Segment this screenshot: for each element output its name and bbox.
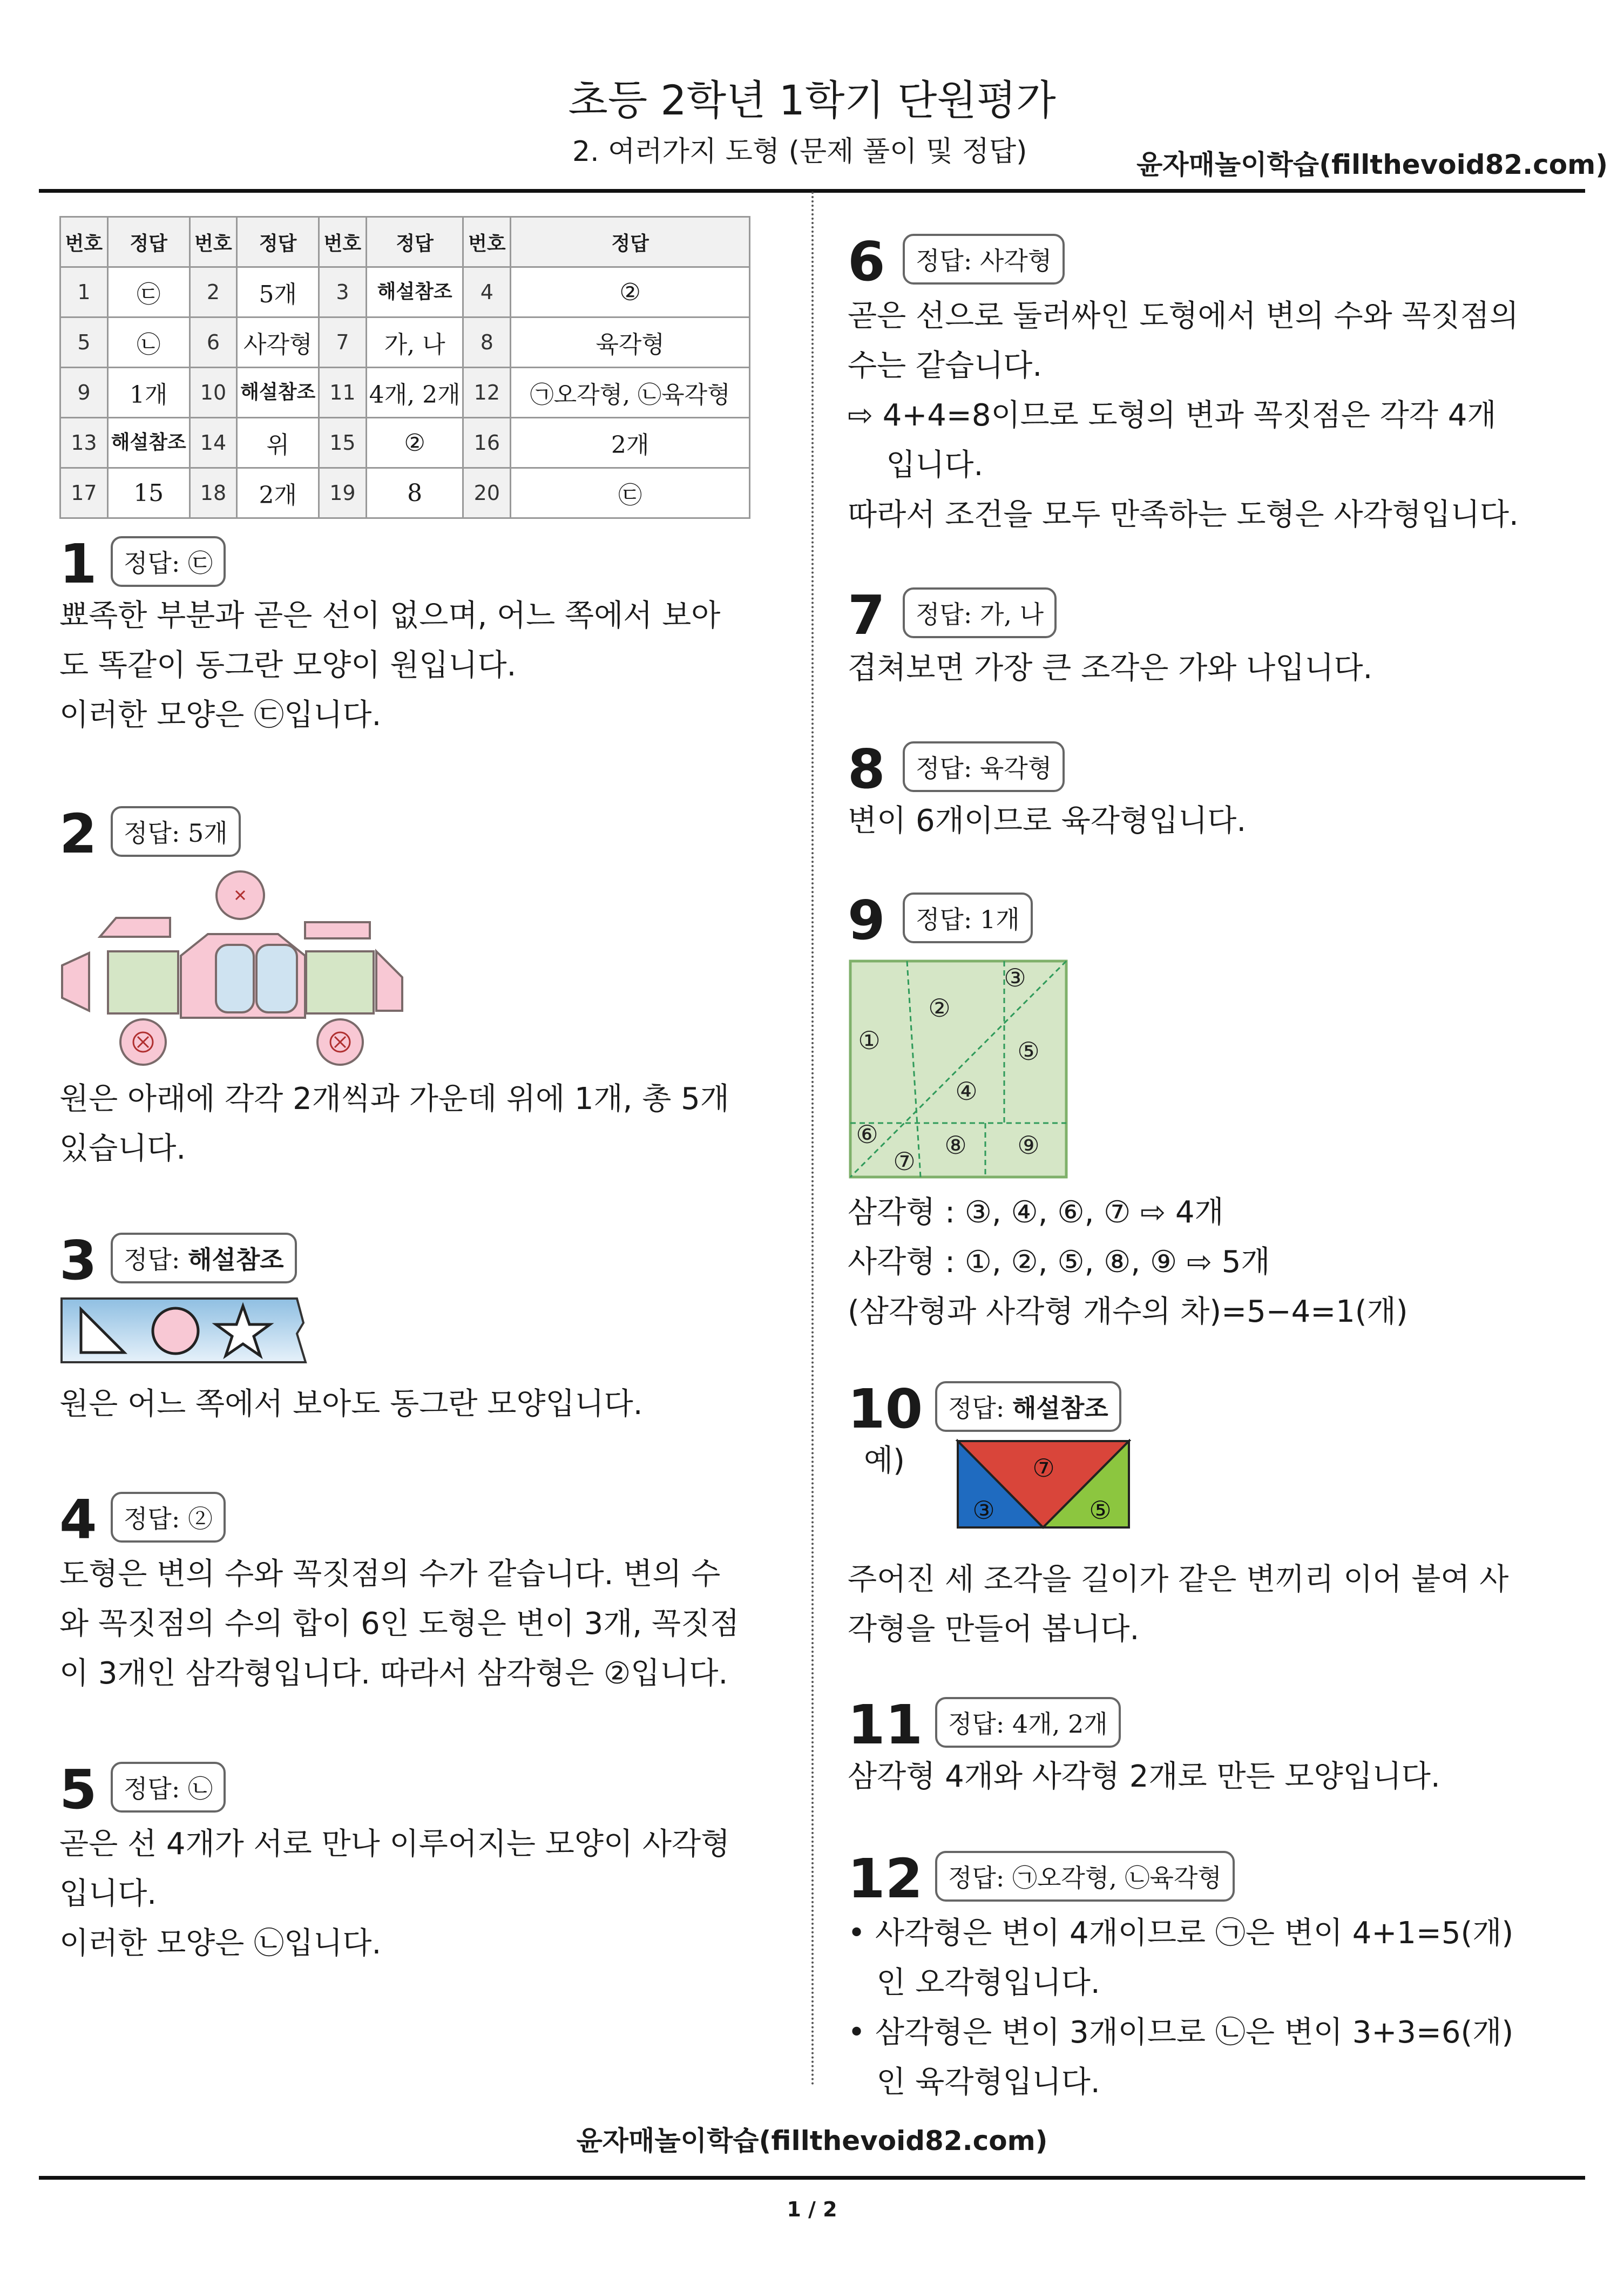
- answer-cell: ㉢: [107, 267, 190, 317]
- tangram-rectangle-figure: [956, 1439, 1131, 1530]
- answer-cell: ㉡: [107, 317, 190, 368]
- answer-badge: 정답: 5개: [111, 806, 241, 857]
- answer-badge: [111, 1233, 297, 1283]
- region-label: ⑨: [1017, 1131, 1040, 1160]
- question-number-cell: 13: [60, 418, 108, 468]
- answer-cell: 2개: [237, 468, 319, 518]
- question-number-cell: 19: [319, 468, 367, 518]
- region-label: ⑦: [893, 1147, 916, 1176]
- answer-cell: 사각형: [237, 317, 319, 368]
- region-label: ⑧: [944, 1131, 967, 1160]
- table-row: [60, 317, 750, 368]
- explanation-line: ⇨ 4+4=8이므로 도형의 변과 꼭짓점은 각각 4개: [848, 398, 1497, 433]
- explanation-line: 따라서 조건을 모두 만족하는 도형은 사각형입니다.: [848, 497, 1519, 532]
- explanation-line: • 삼각형은 변이 3개이므로 ㉡은 변이 3+3=6(개): [848, 2015, 1514, 2050]
- answer-cell: ㉢: [511, 468, 750, 518]
- divided-square-figure: [848, 958, 1069, 1180]
- answer-badge: 정답: 1개: [903, 893, 1033, 943]
- question-number-cell: 15: [319, 418, 367, 468]
- explanation-line: 변이 6개이므로 육각형입니다.: [848, 803, 1247, 839]
- question-number: 10: [848, 1377, 923, 1441]
- question-number: 9: [848, 889, 885, 952]
- question-number-cell: 20: [463, 468, 511, 518]
- answer-cell: 2개: [511, 418, 750, 468]
- answer-cell: 해설참조: [107, 418, 190, 468]
- explanation-line: 각형을 만들어 봅니다.: [848, 1612, 1140, 1647]
- answer-cell: 1개: [107, 368, 190, 418]
- answer-badge: 정답: 육각형: [903, 741, 1065, 792]
- explanation-line: 삼각형 : ③, ④, ⑥, ⑦ ⇨ 4개: [848, 1195, 1224, 1230]
- header-cell: 번호: [319, 217, 367, 267]
- piece-label: ③: [972, 1496, 995, 1525]
- question-number-cell: 6: [190, 317, 237, 368]
- answer-cell: ②: [366, 418, 463, 468]
- question-number: 2: [59, 802, 97, 866]
- explanation-line: 뾰족한 부분과 곧은 선이 없으며, 어느 쪽에서 보아: [59, 598, 721, 633]
- question-number-cell: 2: [190, 267, 237, 317]
- car-shape-figure: [57, 869, 413, 1069]
- question-number: 3: [59, 1229, 97, 1292]
- region-label: ⑥: [856, 1120, 878, 1149]
- region-label: ②: [928, 993, 951, 1023]
- page-title: 초등 2학년 1학기 단원평가: [568, 76, 1056, 124]
- question-number-cell: 16: [463, 418, 511, 468]
- explanation-line: 이 3개인 삼각형입니다. 따라서 삼각형은 ②입니다.: [59, 1656, 728, 1691]
- header-cell: 번호: [60, 217, 108, 267]
- answer-cell: ②: [511, 267, 750, 317]
- badge-prefix: 정답:: [948, 1394, 1012, 1423]
- explanation-line: 인 육각형입니다.: [848, 2065, 1100, 2100]
- answer-badge: [935, 1381, 1121, 1432]
- explanation-line: 도형은 변의 수와 꼭짓점의 수가 같습니다. 변의 수: [59, 1557, 721, 1592]
- badge-answer: 해설참조: [1012, 1394, 1108, 1423]
- question-number-cell: 12: [463, 368, 511, 418]
- region-label: ③: [1004, 963, 1026, 992]
- badge-answer: 해설참조: [188, 1245, 284, 1274]
- answer-cell: 8: [366, 468, 463, 518]
- explanation-line: 이러한 모양은 ㉡입니다.: [59, 1926, 382, 1961]
- question-number: 11: [848, 1693, 923, 1756]
- question-number: 7: [848, 584, 885, 647]
- answer-cell: 5개: [237, 267, 319, 317]
- answer-badge: 정답: 사각형: [903, 234, 1065, 285]
- explanation-line: 겹쳐보면 가장 큰 조각은 가와 나입니다.: [848, 651, 1373, 686]
- explanation-line: 있습니다.: [59, 1131, 186, 1166]
- question-number-cell: 5: [60, 317, 108, 368]
- region-label: ④: [955, 1077, 978, 1106]
- header-cell: 정답: [107, 217, 190, 267]
- table-row: [60, 267, 750, 317]
- header-cell: 정답: [366, 217, 463, 267]
- column-divider: [811, 192, 814, 2087]
- question-number-cell: 3: [319, 267, 367, 317]
- example-label: 예): [864, 1443, 905, 1478]
- explanation-line: 입니다.: [848, 448, 984, 483]
- shape-strip-figure: [59, 1293, 308, 1369]
- bottom-rule: [39, 2176, 1585, 2180]
- answer-badge: 정답: 가, 나: [903, 587, 1057, 638]
- piece-label: ⑤: [1089, 1496, 1112, 1525]
- question-number-cell: 14: [190, 418, 237, 468]
- question-number: 12: [848, 1847, 923, 1910]
- question-number: 8: [848, 738, 885, 801]
- explanation-line: • 사각형은 변이 4개이므로 ㉠은 변이 4+1=5(개): [848, 1916, 1514, 1951]
- header-cell: 정답: [511, 217, 750, 267]
- header-cell: 정답: [237, 217, 319, 267]
- explanation-line: 수는 같습니다.: [848, 348, 1043, 383]
- question-number-cell: 4: [463, 267, 511, 317]
- explanation-line: 인 오각형입니다.: [848, 1965, 1100, 2000]
- answer-cell: ㉠오각형, ㉡육각형: [511, 368, 750, 418]
- header-cell: 번호: [463, 217, 511, 267]
- explanation-line: 도 똑같이 동그란 모양이 원입니다.: [59, 648, 517, 683]
- answer-badge: 정답: 4개, 2개: [935, 1697, 1121, 1748]
- answer-table: [59, 216, 750, 519]
- answer-cell: 15: [107, 468, 190, 518]
- explanation-line: 원은 아래에 각각 2개씩과 가운데 위에 1개, 총 5개: [59, 1081, 729, 1117]
- answer-badge: 정답: ㉡: [111, 1762, 226, 1813]
- answer-cell: 4개, 2개: [366, 368, 463, 418]
- question-number: 6: [848, 230, 885, 293]
- question-number-cell: 10: [190, 368, 237, 418]
- table-row: [60, 418, 750, 468]
- explanation-line: 주어진 세 조각을 길이가 같은 변끼리 이어 붙여 사: [848, 1562, 1509, 1597]
- header-cell: 번호: [190, 217, 237, 267]
- region-label: ①: [858, 1026, 881, 1055]
- answer-cell: 육각형: [511, 317, 750, 368]
- question-number-cell: 8: [463, 317, 511, 368]
- answer-cell: 가, 나: [366, 317, 463, 368]
- explanation-line: 삼각형 4개와 사각형 2개로 만든 모양입니다.: [848, 1759, 1440, 1794]
- answer-badge: 정답: ㉠오각형, ㉡육각형: [935, 1851, 1235, 1902]
- question-number: 4: [59, 1488, 97, 1551]
- brand-footer: 윤자매놀이학습(fillthevoid82.com): [576, 2125, 1048, 2156]
- region-label: ⑤: [1017, 1037, 1040, 1066]
- page-subtitle: 2. 여러가지 도형 (문제 풀이 및 정답): [572, 136, 1027, 168]
- explanation-line: 곧은 선 4개가 서로 만나 이루어지는 모양이 사각형: [59, 1827, 730, 1862]
- table-row: [60, 368, 750, 418]
- answer-badge: 정답: ②: [111, 1492, 226, 1543]
- question-number: 1: [59, 532, 97, 596]
- piece-label: ⑦: [1032, 1453, 1055, 1483]
- badge-prefix: 정답:: [124, 1245, 188, 1274]
- answer-badge: 정답: ㉢: [111, 536, 226, 587]
- explanation-line: 원은 어느 쪽에서 보아도 동그란 모양입니다.: [59, 1387, 643, 1422]
- explanation-line: 사각형 : ①, ②, ⑤, ⑧, ⑨ ⇨ 5개: [848, 1245, 1270, 1280]
- question-number-cell: 17: [60, 468, 108, 518]
- question-number-cell: 1: [60, 267, 108, 317]
- question-number-cell: 9: [60, 368, 108, 418]
- answer-cell: 해설참조: [237, 368, 319, 418]
- explanation-line: 와 꼭짓점의 수의 합이 6인 도형은 변이 3개, 꼭짓점: [59, 1606, 740, 1641]
- page-number: 1 / 2: [787, 2198, 837, 2221]
- table-row: [60, 468, 750, 518]
- explanation-line: 곧은 선으로 둘러싸인 도형에서 변의 수와 꼭짓점의: [848, 299, 1519, 334]
- brand-header: 윤자매놀이학습(fillthevoid82.com): [1136, 149, 1608, 180]
- question-number: 5: [59, 1758, 97, 1821]
- question-number-cell: 18: [190, 468, 237, 518]
- explanation-line: 입니다.: [59, 1876, 157, 1911]
- explanation-line: 이러한 모양은 ㉢입니다.: [59, 698, 382, 733]
- answer-cell: 해설참조: [366, 267, 463, 317]
- explanation-line: (삼각형과 사각형 개수의 차)=5−4=1(개): [848, 1294, 1408, 1329]
- answer-cell: 위: [237, 418, 319, 468]
- table-header-row: [60, 217, 750, 267]
- question-number-cell: 11: [319, 368, 367, 418]
- question-number-cell: 7: [319, 317, 367, 368]
